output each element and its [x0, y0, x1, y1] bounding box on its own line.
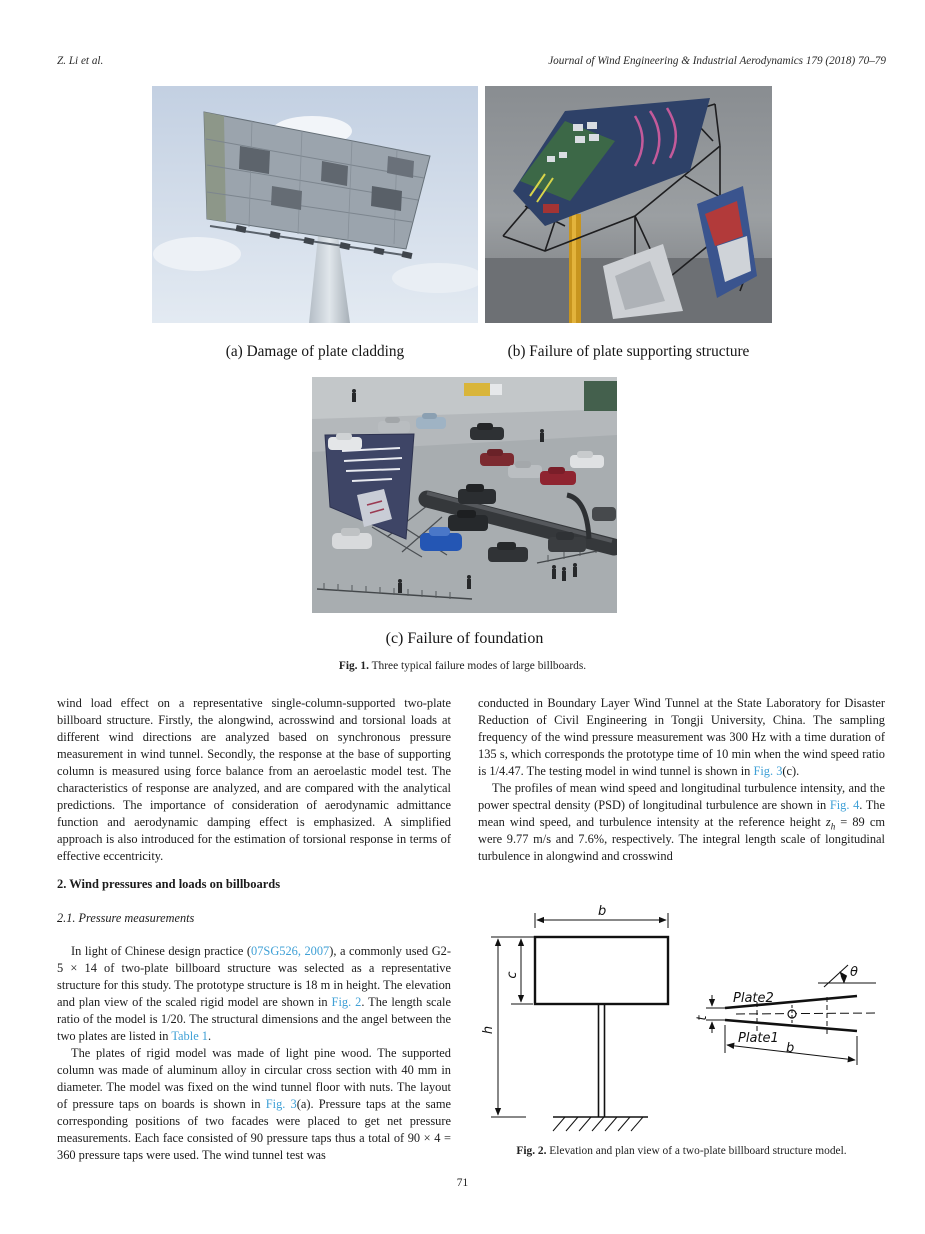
figure1-caption [0, 660, 925, 672]
page-number: 71 [456, 1177, 469, 1189]
text-run: The profiles of mean wind speed and longitudinal turbulence intensity, and the power spectral density (PSD) of longitudinal turbulence are shown in [478, 781, 885, 812]
text-run: ), a commonly used G2-5 × 14 of two-plate billboard structure was selected as a representative structure for this study. The prototype structure is 18 m in height. The elevation and plan view of the scaled rigid model are shown in [57, 944, 451, 1009]
paragraph [478, 695, 885, 780]
billboard-elevation-plan-diagram [478, 897, 888, 1140]
figure1-photo-b [485, 86, 772, 323]
paragraph [478, 780, 885, 865]
figure2-caption-label: Fig. 2. [516, 1145, 547, 1157]
dim-label-c: c [505, 971, 520, 979]
body-column-right [478, 695, 885, 865]
figure1-subcaption-b: (b) Failure of plate supporting structure [507, 343, 750, 360]
citation-link[interactable]: Fig. 3 [753, 764, 783, 778]
theta-label: θ [850, 965, 858, 980]
citation-link[interactable]: Fig. 3 [265, 1097, 297, 1111]
figure2-caption-text: Elevation and plan view of a two-plate billboard structure model. [546, 1145, 847, 1157]
figure1-photo-a [152, 86, 478, 323]
citation-link[interactable]: Table 1 [171, 1029, 208, 1043]
figure2-diagram [478, 897, 888, 1140]
text-run: conducted in Boundary Layer Wind Tunnel at the State Laboratory for Disaster Reduction of Civil Engineering in Tongji University, China. The sampling frequency of the wind pressure measurement was 300 Hz with a time duration of 135 s, which corresponds the prototype time of 10 min when the wind speed ratio is 1/4.47. The testing model in wind tunnel is shown in [478, 696, 885, 778]
body-column-left [57, 695, 451, 1164]
text-run: z [825, 815, 831, 829]
header-authors: Z. Li et al. [57, 55, 104, 67]
dim-label-b-elevation: b [598, 904, 607, 919]
billboard-foundation-failure-illustration [312, 377, 617, 613]
text-run: . [208, 1029, 212, 1043]
text-run: The plates of rigid model was made of light pine wood. The supported column was made of aluminum alloy in circular cross section with 40 mm in diameter. The model was fixed on the wind tunnel floor with nuts. The layout of pressure taps on boards is shown in [57, 1046, 451, 1111]
figure2-caption [478, 1145, 885, 1157]
text-run: = 89 cm were 9.77 m/s and 7.6%, respectively. The integral length scale of longitudinal turbulence in alongwind and crosswind [478, 815, 885, 863]
citation-link[interactable]: Fig. 2 [331, 995, 362, 1009]
paragraph [57, 695, 451, 865]
text-run: wind load effect on a representative single-column-supported two-plate billboard structure. Firstly, the alongwind, acrosswind and torsional loads at different wind directions are analyzed based on synchronous pressure measurement in wind tunnel. Secondly, the response at the base of supporting column is measured using force balance from an aeroelastic model test. The characteristics of response are analyzed, and are compared with the analytical predictions. The importance of consideration of aerodynamic admittance function and aerodynamic damping effect is emphasized. A simplified approach is also introduced for the estimation of torsional response in terms of effective eccentricity. [57, 696, 451, 863]
text-run: In light of Chinese design practice ( [71, 944, 252, 958]
text-run: (a). Pressure taps at the same corresponding positions of two facades were placed to get net pressure measurements. Each face consisted of 90 pressure taps thus a total of 90 × 4 = 360 pressure taps were used. The wind tunnel test was [57, 1097, 452, 1162]
page-header [57, 55, 886, 67]
section-heading-2: 2. Wind pressures and loads on billboards [57, 877, 281, 891]
figure1-subcaption-a: (a) Damage of plate cladding [225, 343, 405, 360]
plate1-label: Plate1 [738, 1031, 779, 1046]
text-run: . The length scale ratio of the model is 1/20. The structural dimensions and the angel between the two plates are listed in [57, 995, 451, 1043]
text-run: (c). [782, 764, 800, 778]
dim-label-b-plan: b [786, 1041, 795, 1056]
citation-link[interactable]: 07SG526, 2007 [251, 944, 330, 958]
header-journal-ref: Journal of Wind Engineering & Industrial Aerodynamics 179 (2018) 70–79 [548, 55, 886, 67]
figure1-photo-c [312, 377, 617, 613]
billboard-cladding-damage-illustration [152, 86, 478, 323]
billboard-support-failure-illustration [485, 86, 772, 323]
citation-link[interactable]: Fig. 4 [829, 798, 860, 812]
plate2-label: Plate2 [733, 991, 774, 1006]
figure1-caption-text: Three typical failure modes of large billboards. [368, 660, 587, 672]
subsection-heading-2-1: 2.1. Pressure measurements [57, 911, 195, 925]
figure1-subcaption-c: (c) Failure of foundation [385, 630, 544, 647]
text-run: h [830, 821, 836, 832]
figure1-caption-label: Fig. 1. [338, 660, 369, 672]
paragraph [57, 943, 451, 1045]
text-run: . The mean wind speed, and turbulence intensity at the reference height [478, 798, 885, 829]
dim-label-t: t [695, 1015, 710, 1021]
paragraph [57, 1045, 451, 1164]
dim-label-h: h [481, 1025, 496, 1035]
